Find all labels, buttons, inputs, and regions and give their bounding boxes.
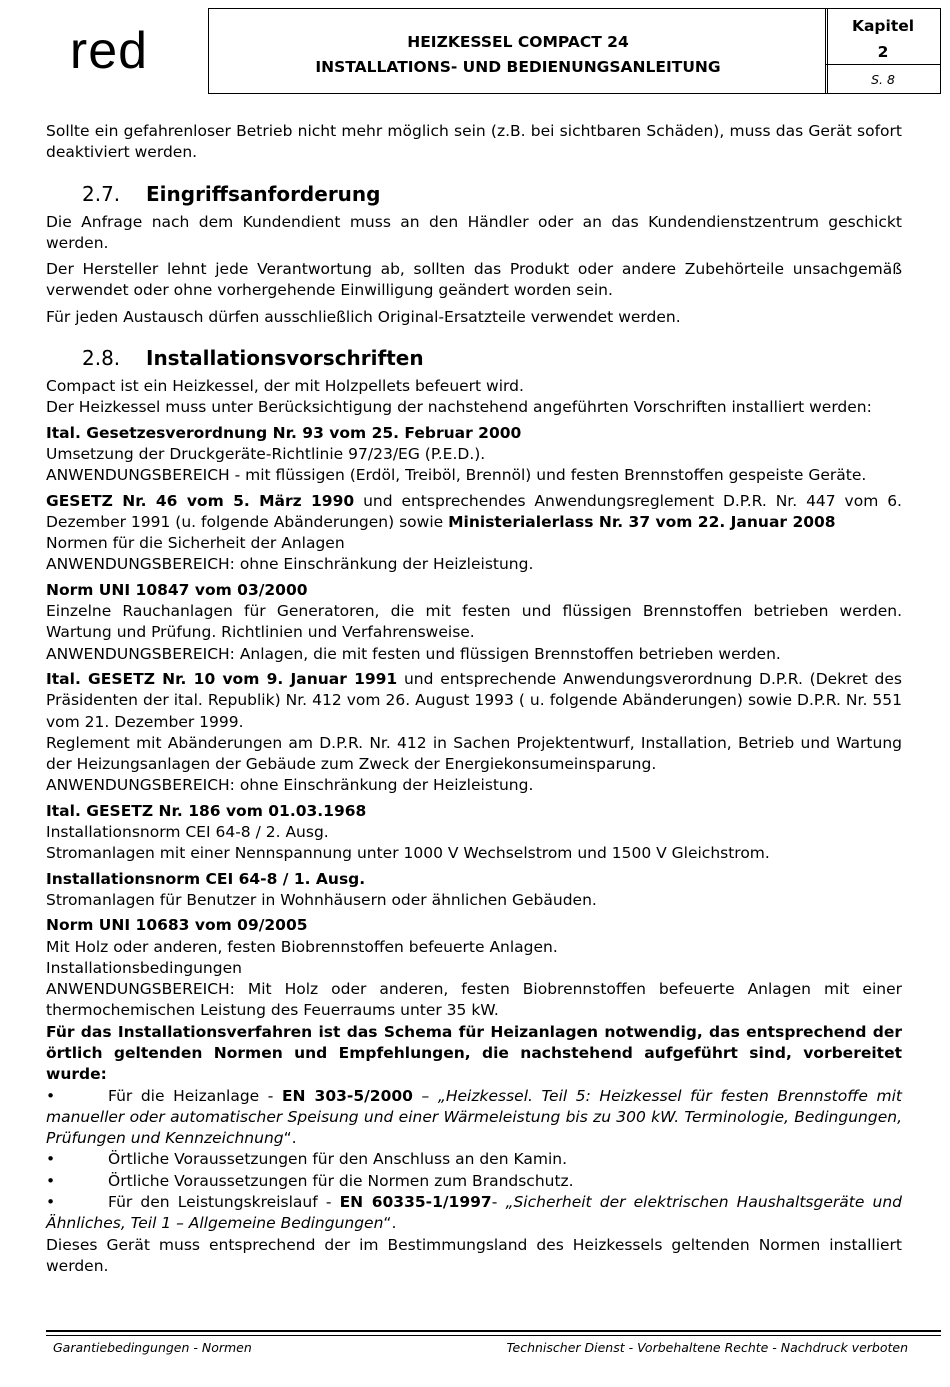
section-heading-2-7 bbox=[46, 181, 902, 207]
document-subtitle: INSTALLATIONS- UND BEDIENUNGSANLEITUNG bbox=[315, 58, 721, 76]
list-item-text: “. bbox=[283, 1129, 297, 1148]
standard-title: „Heizkessel. Teil 5: Heizkessel für festen Brennstoffe mit manueller oder automatischer Speisung und einer Wärmeleistung bis zu 300 kW. Terminologie, Bedingungen, Prüfungen und Kennzeichnung bbox=[46, 1086, 903, 1148]
standard-title: „Sicherheit der elektrischen Haushaltsgeräte und Ähnliches, Teil 1 – Allgemeine Bedingungen bbox=[46, 1193, 903, 1233]
paragraph: Compact ist ein Heizkessel, der mit Holzpellets befeuert wird. bbox=[46, 377, 524, 396]
schema-paragraph: Für das Installationsverfahren ist das Schema für Heizanlagen notwendig, das entsprechend der örtlich geltenden Normen und Empfehlungen, die nachstehend aufgeführt sind, vorbereitet wurde: bbox=[46, 1022, 902, 1084]
law-title: Ital. Gesetzesverordnung Nr. 93 vom 25. Februar 2000 bbox=[46, 423, 522, 442]
paragraph: Die Anfrage nach dem Kundendient muss an den Händler oder an das Kundendienstzentrum geschickt werden. bbox=[46, 212, 902, 252]
paragraph: ANWENDUNGSBEREICH: Anlagen, die mit festen und flüssigen Brennstoffen betrieben werden. bbox=[46, 644, 781, 663]
brand-logo: red bbox=[69, 22, 149, 80]
paragraph: Für jeden Austausch dürfen ausschließlich Original-Ersatzteile verwendet werden. bbox=[46, 307, 681, 326]
section-number: 2.7. bbox=[82, 181, 121, 206]
list-item bbox=[46, 1171, 902, 1192]
bullet-icon: • bbox=[46, 1150, 56, 1169]
law-title: Norm UNI 10847 vom 03/2000 bbox=[46, 580, 308, 599]
paragraph: Normen für die Sicherheit der Anlagen bbox=[46, 534, 345, 553]
list-item-text: “. bbox=[383, 1214, 397, 1233]
bullet-icon: • bbox=[46, 1171, 56, 1190]
list-item-text: Für die Heizanlage - bbox=[108, 1086, 282, 1105]
paragraph: Installationsnorm CEI 64-8 / 2. Ausg. bbox=[46, 823, 329, 842]
list-item-text: - bbox=[491, 1193, 506, 1212]
paragraph: Umsetzung der Druckgeräte-Richtlinie 97/23/EG (P.E.D.). bbox=[46, 444, 486, 463]
footer-rule bbox=[46, 1330, 941, 1332]
section-heading-2-8 bbox=[46, 345, 902, 371]
document-title: HEIZKESSEL COMPACT 24 bbox=[407, 33, 629, 51]
section-title: Eingriffsanforderung bbox=[146, 181, 381, 206]
standard-code: EN 60335-1/1997 bbox=[339, 1193, 492, 1212]
page-number: S. 8 bbox=[871, 72, 895, 87]
law-paragraph bbox=[46, 491, 902, 534]
law-text: und entsprechende Anwendungsverordnung D.P.R. (Dekret des Präsidenten der ital. Republik) Nr. 412 vom 26. August 1993 ( u. folgende Abänderungen) sowie D.P.R. Nr. 551 vom 21. Dezember 1999. bbox=[46, 669, 903, 731]
bullet-icon: • bbox=[46, 1086, 56, 1105]
law-title: Ital. GESETZ Nr. 10 vom 9. Januar 1991 bbox=[46, 669, 398, 688]
list-item-text: Örtliche Voraussetzungen für den Anschluss an den Kamin. bbox=[108, 1150, 568, 1169]
intro-paragraph: Sollte ein gefahrenloser Betrieb nicht mehr möglich sein (z.B. bei sichtbaren Schäden), muss das Gerät sofort deaktiviert werden. bbox=[46, 122, 902, 162]
paragraph: ANWENDUNGSBEREICH: Mit Holz oder anderen, festen Biobrennstoffen befeuerte Anlagen mit einer thermochemischen Leistung des Feuerraums unter 35 kW. bbox=[46, 980, 902, 1020]
list-item bbox=[46, 1086, 902, 1150]
bullet-icon: • bbox=[46, 1193, 56, 1212]
list-item bbox=[46, 1192, 902, 1235]
header-title-box bbox=[208, 8, 828, 94]
law-title: Installationsnorm CEI 64-8 / 1. Ausg. bbox=[46, 869, 366, 888]
paragraph: ANWENDUNGSBEREICH - mit flüssigen (Erdöl, Treiböl, Brennöl) und festen Brennstoffen gespeiste Geräte. bbox=[46, 466, 867, 485]
paragraph: Reglement mit Abänderungen am D.P.R. Nr. 412 in Sachen Projektentwurf, Installation, Betrieb und Wartung der Heizungsanlagen der Gebäude zum Zweck der Energiekonsumeinsparung. bbox=[46, 733, 902, 774]
law-title: Norm UNI 10683 vom 09/2005 bbox=[46, 916, 308, 935]
paragraph: Installationsbedingungen bbox=[46, 958, 242, 977]
chapter-number: 2 bbox=[877, 43, 889, 61]
section-number: 2.8. bbox=[82, 346, 121, 371]
list-item-text: Für den Leistungskreislauf - bbox=[108, 1193, 340, 1212]
list-item bbox=[46, 1149, 902, 1170]
chapter-divider bbox=[826, 64, 940, 65]
document-body bbox=[46, 121, 902, 1277]
footer-right-text: Technischer Dienst - Vorbehaltene Rechte - Nachdruck verboten bbox=[506, 1340, 908, 1355]
footer-left-text: Garantiebedingungen - Normen bbox=[53, 1340, 252, 1355]
footer-rule bbox=[46, 1335, 941, 1336]
law-title: Ital. GESETZ Nr. 186 vom 01.03.1968 bbox=[46, 801, 367, 820]
paragraph: Einzelne Rauchanlagen für Generatoren, die mit festen und flüssigen Brennstoffen betrieben werden. Wartung und Prüfung. Richtlinien und Verfahrensweise. bbox=[46, 602, 902, 642]
page-header bbox=[10, 8, 940, 94]
law-title: Ministerialerlass Nr. 37 vom 22. Januar 2008 bbox=[448, 512, 836, 531]
list-item-text: – bbox=[412, 1086, 438, 1105]
paragraph: Stromanlagen für Benutzer in Wohnhäusern oder ähnlichen Gebäuden. bbox=[46, 890, 597, 909]
list-item-text: Örtliche Voraussetzungen für die Normen zum Brandschutz. bbox=[108, 1171, 574, 1190]
paragraph: ANWENDUNGSBEREICH: ohne Einschränkung der Heizleistung. bbox=[46, 555, 534, 574]
paragraph: Stromanlagen mit einer Nennspannung unter 1000 V Wechselstrom und 1500 V Gleichstrom. bbox=[46, 844, 770, 863]
standard-code: EN 303-5/2000 bbox=[281, 1086, 413, 1105]
chapter-box bbox=[825, 8, 941, 94]
law-paragraph bbox=[46, 669, 902, 733]
paragraph: Der Hersteller lehnt jede Verantwortung ab, sollten das Produkt oder andere Zubehörteile unsachgemäß verwendet oder ohne vorhergehende Einwilligung geändert worden sein. bbox=[46, 260, 902, 300]
paragraph: ANWENDUNGSBEREICH: ohne Einschränkung der Heizleistung. bbox=[46, 776, 534, 795]
section-title: Installationsvorschriften bbox=[146, 346, 424, 371]
paragraph: Mit Holz oder anderen, festen Biobrennstoffen befeuerte Anlagen. bbox=[46, 937, 558, 956]
paragraph: Der Heizkessel muss unter Berücksichtigung der nachstehend angeführten Vorschriften installiert werden: bbox=[46, 398, 872, 417]
chapter-label: Kapitel bbox=[851, 17, 915, 35]
requirements-list bbox=[46, 1086, 902, 1235]
law-text: und entsprechendes Anwendungsreglement D.P.R. Nr. 447 vom 6. Dezember 1991 (u. folgende Abänderungen) sowie bbox=[46, 491, 902, 531]
closing-paragraph: Dieses Gerät muss entsprechend der im Bestimmungsland des Heizkessels geltenden Normen installiert werden. bbox=[46, 1235, 902, 1275]
law-title: GESETZ Nr. 46 vom 5. März 1990 bbox=[46, 491, 355, 510]
